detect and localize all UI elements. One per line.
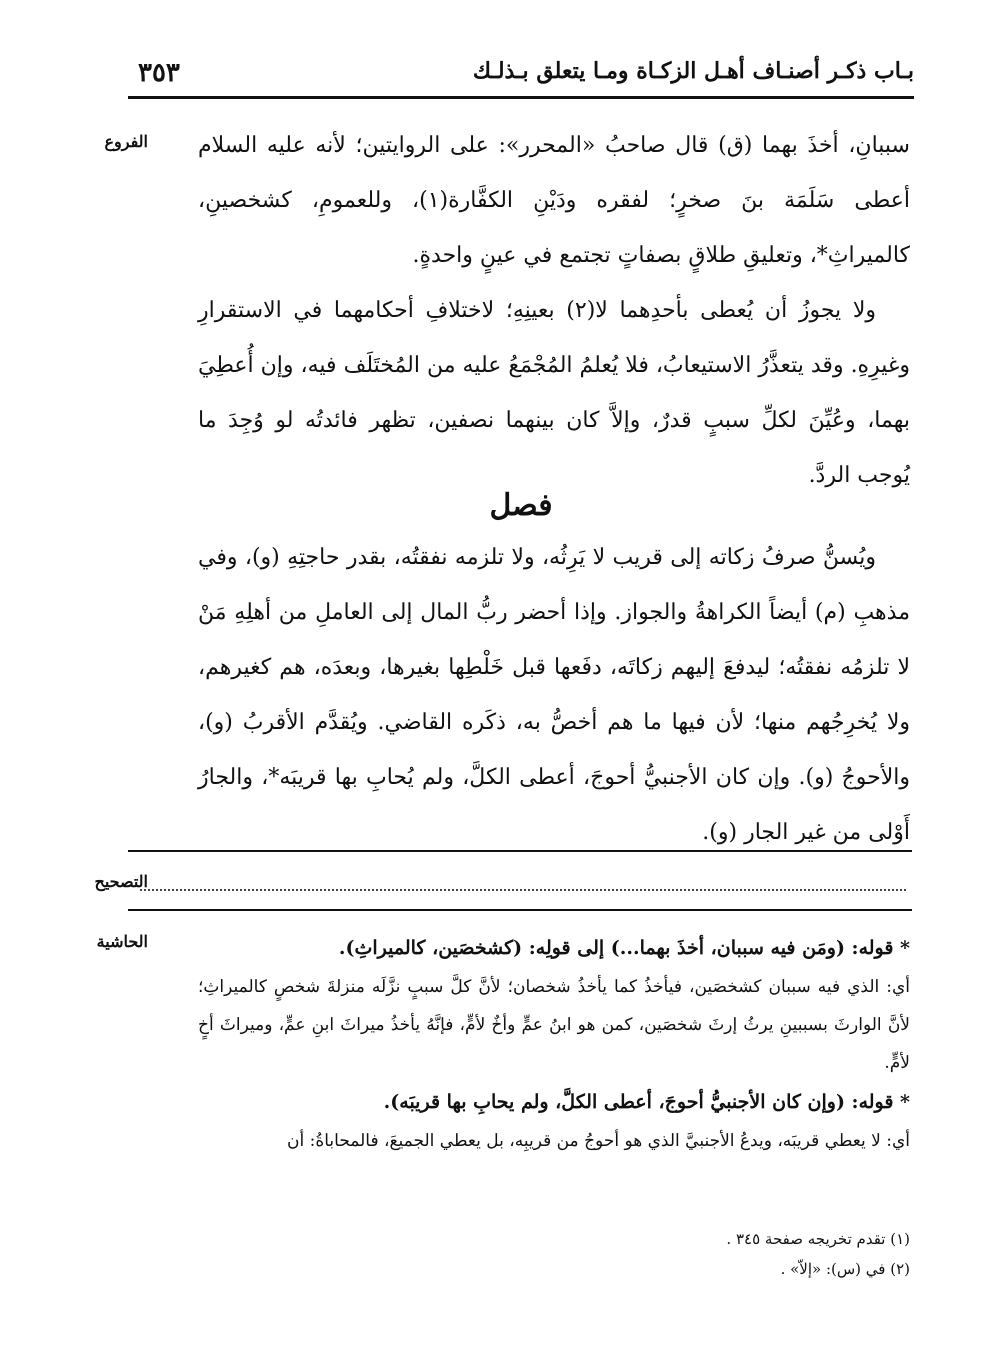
footnotes <box>198 1224 910 1284</box>
main-paragraph-1: سببانِ، أخذَ بهما (ق) قال صاحبُ «المحرر»: على الروايتين؛ لأنه عليه السلام أعطى سَلَمَة بنَ صخرٍ؛ لفقره ودَيْنِ الكفَّارة(١)، وللعمومِ، كشخصينِ، كالميراثِ*، وتعليقِ طلاقٍ بصفاتٍ تجتمع في عينٍ واحدةٍ. <box>198 133 910 268</box>
page-number: ٣٥٣ <box>138 58 180 88</box>
hashiya-quote-2: * قوله: (وإن كان الأجنبيُّ أحوجَ، أعطى الكلَّ، ولم يحابِ بها قريبَه). <box>383 1091 910 1113</box>
main-text-block-2 <box>198 530 910 860</box>
divider-top <box>128 850 912 852</box>
footnote-1: (١) تقدم تخريجه صفحة ٣٤٥ . <box>726 1230 910 1248</box>
divider-bottom <box>128 909 912 911</box>
margin-label-furu: الفروع <box>104 132 148 151</box>
tashih-dotted-line <box>140 873 906 891</box>
margin-label-tashih: التصحيح <box>94 872 148 891</box>
header-rule <box>128 96 914 99</box>
main-paragraph-2: ولا يجوزُ أن يُعطى بأحدِهما لا(٢) بعينِهِ؛ لاختلافِ أحكامهما في الاستقرارِ وغيرِهِ. وقد يتعذَّرُ الاستيعابُ، فلا يُعلمُ المُجْمَعُ عليه من المُختَلَف فيه، وإن أُعطِيَ بهما، وعُيِّنَ لكلِّ سببٍ قدرٌ، وإلاَّ كان بينهما نصفين، تظهر فائدتُه لو وُجِدَ ما يُوجب الردَّ. <box>198 298 910 488</box>
hashiya-comment-1: أي: الذي فيه سببان كشخصَين، فيأخذُ كما يأخذُ شخصان؛ لأنَّ كلَّ سببٍ نزَّلَه منزلةَ شخصٍ كالميراثِ؛ لأنَّ الوارثَ بسببينِ يرثُ إرثَ شخصَين، كمن هو ابنُ عمٍّ وأخٌ لأمٍّ، فإنَّهُ يأخذُ ميراثَ ابنِ عمٍّ، وميراثَ أخٍ لأمٍّ. <box>198 977 910 1073</box>
hashiya-comment-2: أي: لا يعطي قريبَه، ويدعُ الأجنبيَّ الذي هو أحوجُ من قريبِه، بل يعطي الجميعَ، فالمحاباةُ: أن <box>286 1131 910 1151</box>
section-heading: فصل <box>489 488 553 523</box>
main-text-block-1 <box>198 118 910 503</box>
running-header <box>128 58 914 96</box>
hashiya-block <box>198 928 910 1160</box>
main-paragraph-3: ويُسنُّ صرفُ زكاته إلى قريب لا يَرِثُه، ولا تلزمه نفقتُه، بقدر حاجتِهِ (و)، وفي مذهبِ (م) أيضاً الكراهةُ والجواز. وإذا أحضر ربُّ المال إلى العاملِ من أهلِهِ مَنْ لا تلزمُه نفقتُه؛ ليدفعَ إليهم زكاتَه، دفَعها قبل خَلْطِها بغيرها، وبعدَه، هم كغيرهم، ولا يُخرِجُهم منها؛ لأن فيها ما هم أخصُّ به، ذكَره القاضي. ويُقدَّم الأقربُ (و)، والأحوجُ (و). وإن كان الأجنبيُّ أحوجَ، أعطى الكلَّ، ولم يُحابِ بها قريبَه*، والجارُ أَوْلى من غير الجار (و). <box>198 545 910 845</box>
footnote-2: (٢) في (س): «إلاّ» . <box>780 1260 910 1278</box>
hashiya-quote-1: * قوله: (ومَن فيه سببان، أخذَ بهما...) إلى قولِه: (كشخصَين، كالميراثِ). <box>338 937 910 959</box>
chapter-title: بـاب ذكـر أصنـاف أهـل الزكـاة ومـا يتعلق بـذلـك <box>472 58 914 84</box>
margin-label-hashiya: الحاشية <box>96 932 148 951</box>
